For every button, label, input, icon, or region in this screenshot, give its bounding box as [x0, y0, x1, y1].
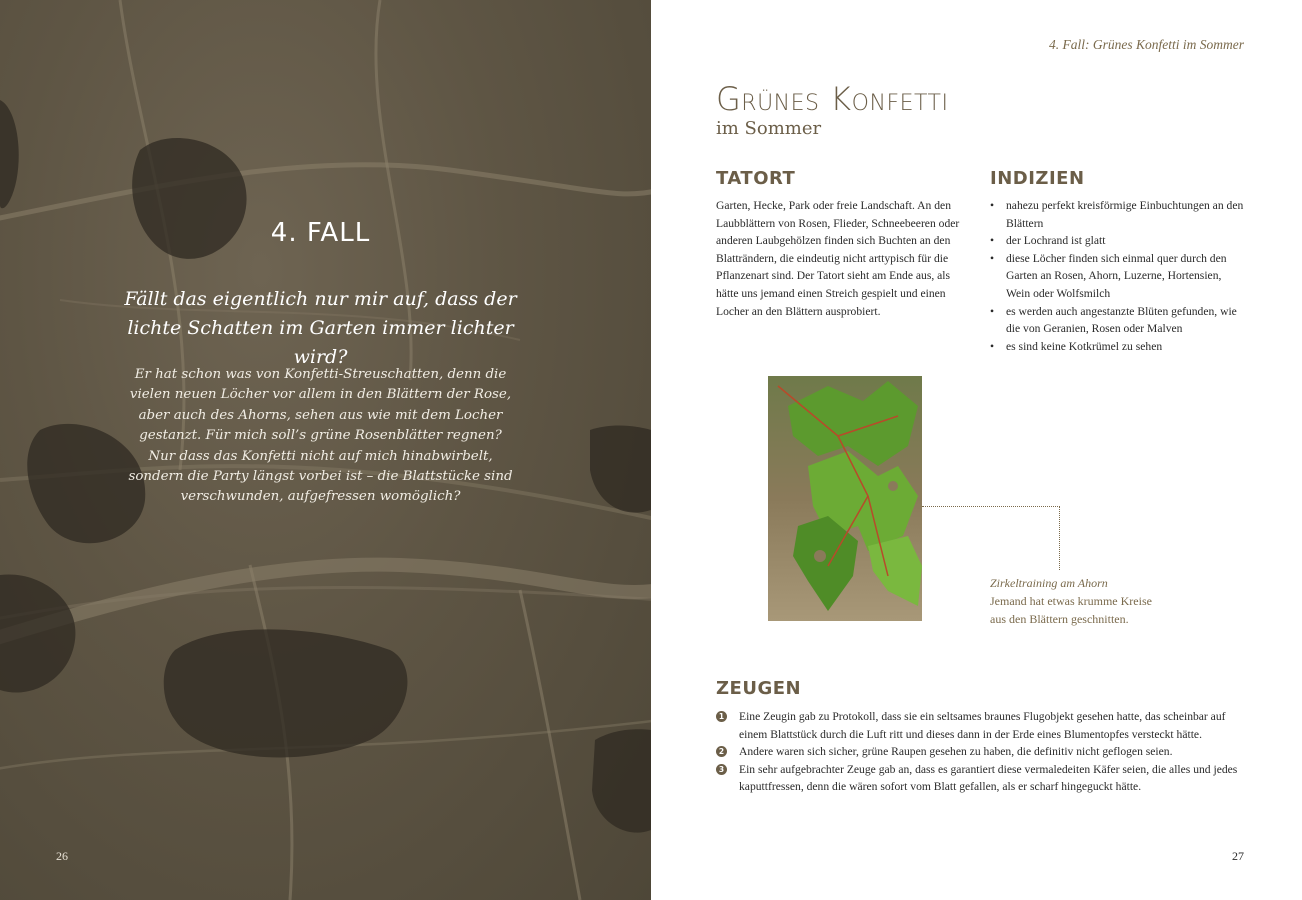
number-badge: 1: [716, 711, 727, 722]
case-question: Fällt das eigentlich nur mir auf, dass der lichte Schatten im Garten immer lichter wird?: [124, 288, 517, 368]
page-number-left: 26: [56, 849, 68, 863]
list-item: [716, 743, 1256, 761]
photo-caption: [990, 574, 1152, 628]
number-badge: 2: [716, 746, 727, 757]
list-item: • nahezu perfekt kreisförmige Einbuchtungen an den Blättern: [990, 197, 1245, 232]
list-item: • es werden auch angestanzte Blüten gefunden, wie die von Geranien, Rosen oder Malven: [990, 303, 1245, 338]
right-page: [651, 0, 1302, 900]
caption-line: aus den Blättern geschnitten.: [990, 612, 1129, 626]
page-subtitle: im Sommer: [716, 118, 822, 139]
caption-connector-line: [922, 506, 1060, 570]
case-number-heading: 4. FALL: [270, 218, 371, 248]
caption-title: Zirkeltraining am Ahorn: [990, 576, 1108, 590]
witness-text: Andere waren sich sicher, grüne Raupen gesehen zu haben, die definitiv nicht geflogen seien.: [739, 745, 1173, 759]
page-number-right: 27: [1232, 849, 1244, 863]
indizien-heading: INDIZIEN: [990, 168, 1085, 189]
tatort-text: Garten, Hecke, Park oder freie Landschaft. An den Laubblättern von Rosen, Flieder, Schneebeeren oder anderen Laubgehölzen finden sich Buchten an den Blatträndern, die eindeutig nicht arttypisch für die Pflanzenart sind. Der Tatort sieht am Ende aus, als hätte uns jemand einen Streich gespielt und einen Locher an den Blättern ausprobiert.: [716, 199, 960, 318]
zeugen-list: [716, 708, 1256, 796]
running-header: 4. Fall: Grünes Konfetti im Sommer: [1049, 37, 1244, 52]
caption-line: Jemand hat etwas krumme Kreise: [990, 594, 1152, 608]
zeugen-heading: ZEUGEN: [716, 678, 802, 699]
tatort-heading: TATORT: [716, 168, 796, 189]
list-item: • der Lochrand ist glatt: [990, 232, 1245, 250]
page-title: Grünes Konfetti: [716, 80, 949, 118]
list-item: • diese Löcher finden sich einmal quer durch den Garten an Rosen, Ahorn, Luzerne, Hortensien, Wein oder Wolfsmilch: [990, 250, 1245, 303]
list-item: [716, 761, 1256, 796]
maple-leaf-photo: [768, 376, 922, 621]
indizien-list: [990, 197, 1245, 355]
witness-text: Eine Zeugin gab zu Protokoll, dass sie ein seltsames braunes Flugobjekt gesehen hatte, das scheinbar auf einem Blattstück durch die Luft ritt und dieses dann in der Erde eines Blumentopfes versteckt hätte.: [739, 710, 1226, 741]
number-badge: 3: [716, 764, 727, 775]
list-item: • es sind keine Kotkrümel zu sehen: [990, 338, 1245, 356]
list-item: [716, 708, 1256, 743]
case-lead-text: Er hat schon was von Konfetti-Streuschatten, denn die vielen neuen Löcher vor allem in den Blättern der Rose, aber auch des Ahorns, sehen aus wie mit dem Locher gestanzt. Für mich soll’s grüne Rosenblätter regnen? Nur dass das Konfetti nicht auf mich hinabwirbelt, sondern die Party längst vorbei ist – die Blattstücke sind verschwunden, aufgefressen womöglich?: [128, 367, 513, 505]
witness-text: Ein sehr aufgebrachter Zeuge gab an, dass es garantiert diese vermaledeiten Käfer seien, die alles und jedes kaputtfressen, denn die wären sofort vom Blatt gefallen, als er scharf hingeguckt hätte.: [739, 762, 1238, 794]
